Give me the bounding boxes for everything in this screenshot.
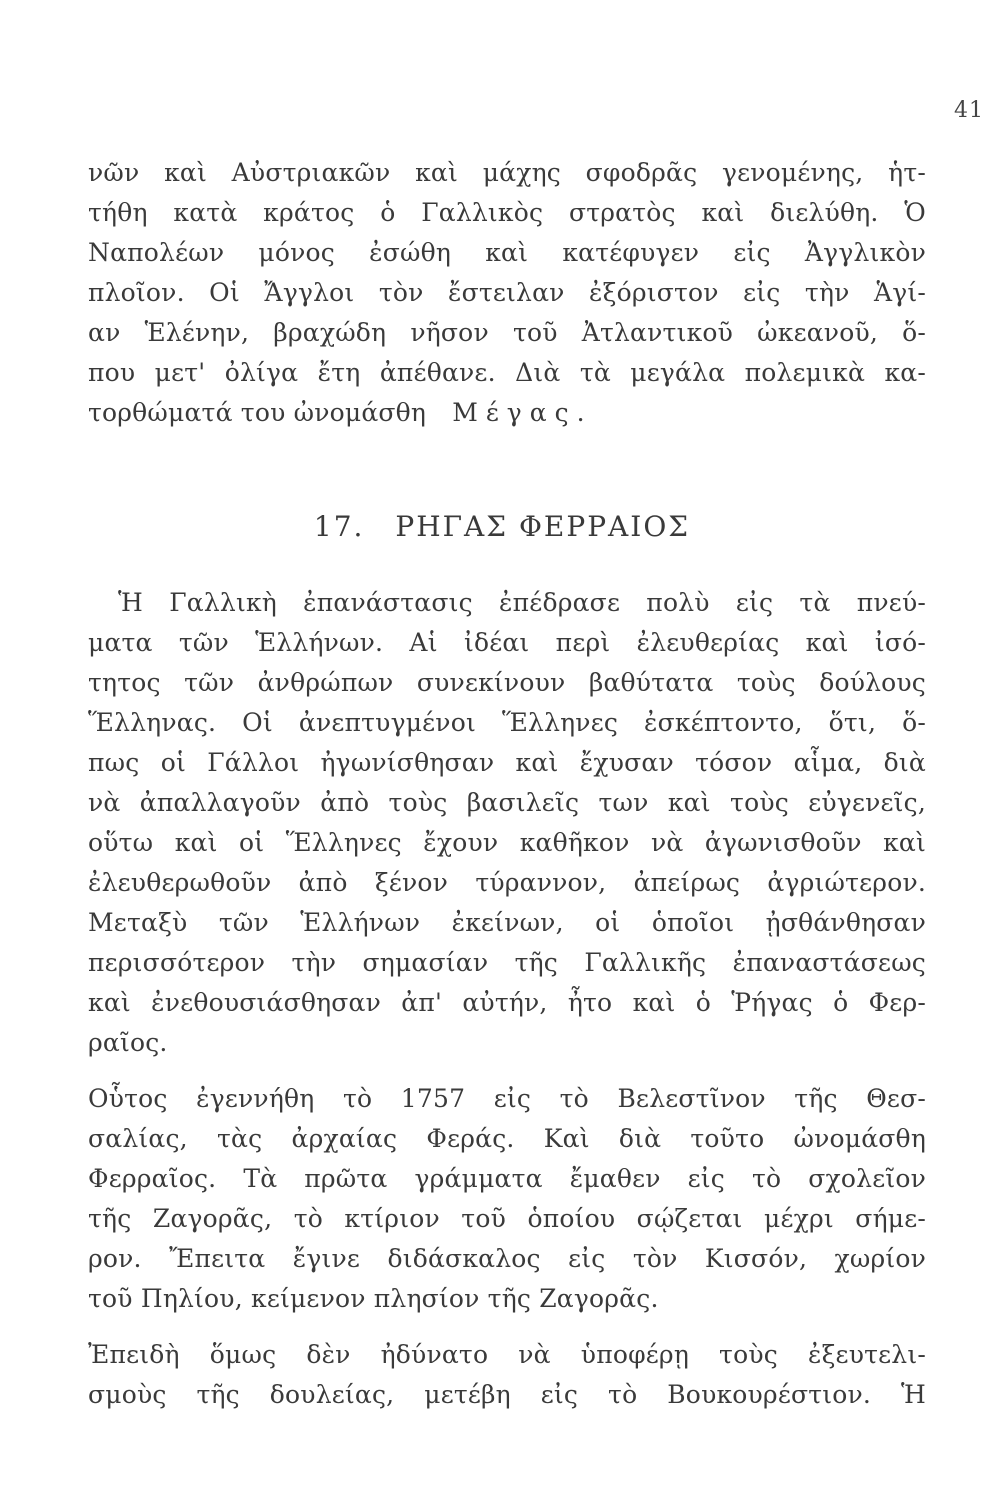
text-line: πως οἱ Γάλλοι ἠγωνίσθησαν καὶ ἔχυσαν τόσον αἷμα, διὰ (88, 748, 926, 777)
page-number: 41 (954, 98, 984, 123)
text-line: τήθη κατὰ κράτος ὁ Γαλλικὸς στρατὸς καὶ διελύθη. Ὁ (88, 198, 926, 227)
text-line: καὶ ἐνεθουσιάσθησαν ἀπ' αὐτήν, ἦτο καὶ ὁ Ῥήγας ὁ Φερ- (88, 988, 926, 1017)
text-line: Ναπολέων μόνος ἐσώθη καὶ κατέφυγεν εἰς Ἀγγλικὸν (88, 238, 926, 267)
text-line: αν Ἑλένην, βραχώδη νῆσον τοῦ Ἀτλαντικοῦ ὠκεανοῦ, ὅ- (88, 318, 926, 347)
text-line: οὕτω καὶ οἱ Ἕλληνες ἔχουν καθῆκον νὰ ἀγωνισθοῦν καὶ (88, 828, 926, 857)
text-line: ματα τῶν Ἑλλήνων. Αἱ ἰδέαι περὶ ἐλευθερίας καὶ ἰσό- (88, 628, 926, 657)
text-line: σαλίας, τὰς ἀρχαίας Φεράς. Καὶ διὰ τοῦτο ὠνομάσθη (88, 1124, 926, 1153)
section-number: 17. (313, 510, 365, 543)
text-fragment: τορθώματά του ὠνομάσθη (88, 398, 427, 427)
text-line: τῆς Ζαγορᾶς, τὸ κτίριον τοῦ ὁποίου σῴζεται μέχρι σήμε- (88, 1204, 926, 1233)
text-line: ρον. Ἔπειτα ἔγινε διδάσκαλος εἰς τὸν Κισσόν, χωρίον (88, 1244, 926, 1273)
text-line: σμοὺς τῆς δουλείας, μετέβη εἰς τὸ Βουκουρέστιον. Ἡ (88, 1380, 926, 1409)
text-line: Ἐπειδὴ ὅμως δὲν ἠδύνατο νὰ ὑποφέρῃ τοὺς ἐξευτελι- (88, 1340, 926, 1369)
text-line: περισσότερον τὴν σημασίαν τῆς Γαλλικῆς ἐπαναστάσεως (88, 948, 926, 977)
section-title: ΡΗΓΑΣ ΦΕΡΡΑΙΟΣ (395, 510, 691, 543)
text-line: πλοῖον. Οἱ Ἄγγλοι τὸν ἔστειλαν ἐξόριστον εἰς τὴν Ἁγί- (88, 278, 926, 307)
text-line-last (88, 398, 926, 428)
text-line: νῶν καὶ Αὐστριακῶν καὶ μάχης σφοδρᾶς γενομένης, ἡτ- (88, 158, 926, 187)
text-line: Μεταξὺ τῶν Ἑλλήνων ἐκείνων, οἱ ὁποῖοι ᾐσθάνθησαν (88, 908, 926, 937)
text-line: ἐλευθερωθοῦν ἀπὸ ξένον τύραννον, ἀπείρως ἀγριώτερον. (88, 868, 926, 897)
text-line: ραῖος. (88, 1028, 168, 1057)
text-line: τητος τῶν ἀνθρώπων συνεκίνουν βαθύτατα τοὺς δούλους (88, 668, 926, 697)
text-line: που μετ' ὀλίγα ἔτη ἀπέθανε. Διὰ τὰ μεγάλα πολεμικὰ κα- (88, 358, 926, 387)
text-line: Φερραῖος. Τὰ πρῶτα γράμματα ἔμαθεν εἰς τὸ σχολεῖον (88, 1164, 926, 1193)
section-heading (0, 510, 1004, 543)
text-line: τοῦ Πηλίου, κείμενον πλησίον τῆς Ζαγορᾶς. (88, 1284, 659, 1313)
text-line: Ἡ Γαλλικὴ ἐπανάστασις ἐπέδρασε πολὺ εἰς τὰ πνεύ- (118, 588, 926, 617)
text-line: Ἕλληνας. Οἱ ἀνεπτυγμένοι Ἕλληνες ἐσκέπτοντο, ὅτι, ὅ- (88, 708, 926, 737)
spaced-word: Μέγας. (452, 398, 593, 427)
text-line: Οὗτος ἐγεννήθη τὸ 1757 εἰς τὸ Βελεστῖνον τῆς Θεσ- (88, 1084, 926, 1113)
text-line: νὰ ἀπαλλαγοῦν ἀπὸ τοὺς βασιλεῖς των καὶ τοὺς εὐγενεῖς, (88, 788, 926, 817)
